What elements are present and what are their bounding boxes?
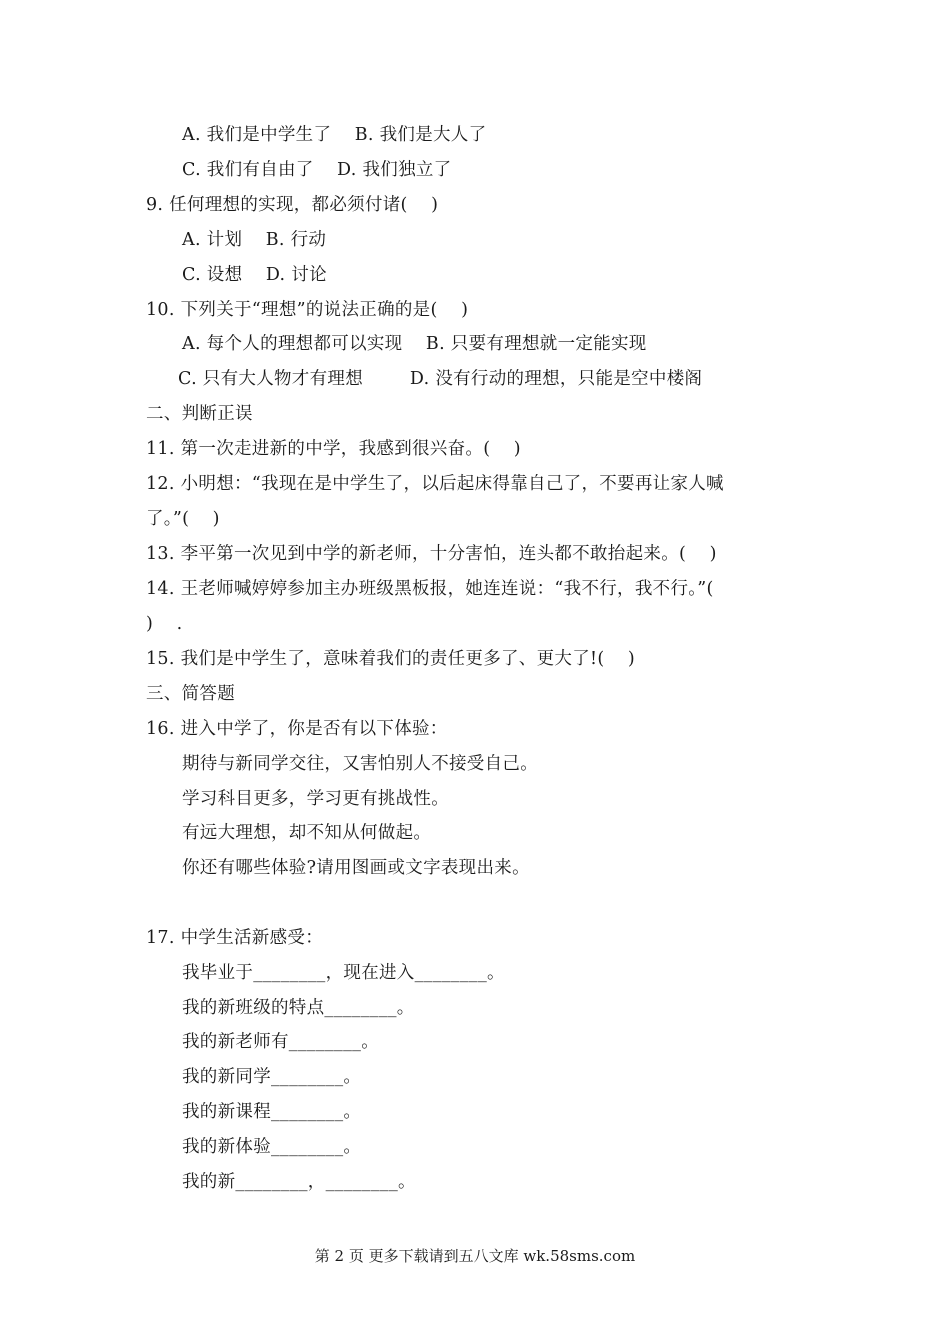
section3-heading: 三、简答题 (146, 684, 235, 704)
q9-stem: 9. 任何理想的实现，都必须付诸( ) (146, 195, 439, 215)
q17-item: 我的新________，________。 (182, 1172, 416, 1192)
q17-item: 我的新同学________。 (182, 1067, 362, 1087)
q17-item: 我毕业于________，现在进入________。 (182, 963, 505, 983)
q10-options-line2: C. 只有大人物才有理想 D. 没有行动的理想，只能是空中楼阁 (178, 369, 703, 389)
page-footer: 第 2 页 更多下载请到五八文库 wk.58sms.com (314, 1247, 636, 1265)
q17-stem: 17. 中学生活新感受： (146, 928, 323, 948)
q13: 13. 李平第一次见到中学的新老师，十分害怕，连头都不敢抬起来。( ) (146, 544, 717, 564)
q17-item: 我的新班级的特点________。 (182, 998, 415, 1018)
q17-item: 我的新老师有________。 (182, 1032, 379, 1052)
q16-item: 你还有哪些体验?请用图画或文字表现出来。 (182, 858, 530, 878)
q14-line1: 14. 王老师喊婷婷参加主办班级黑板报，她连连说：“我不行，我不行。”( (146, 579, 714, 599)
q16-stem: 16. 进入中学了，你是否有以下体验： (146, 719, 448, 739)
q11: 11. 第一次走进新的中学，我感到很兴奋。( ) (146, 439, 521, 459)
q12-line1: 12. 小明想：“我现在是中学生了，以后起床得靠自己了，不要再让家人喊 (146, 474, 724, 494)
q17-item: 我的新课程________。 (182, 1102, 362, 1122)
q15: 15. 我们是中学生了，意味着我们的责任更多了、更大了!( ) (146, 649, 636, 669)
q10-options-line1: A. 每个人的理想都可以实现 B. 只要有理想就一定能实现 (182, 334, 647, 354)
q16-item: 有远大理想，却不知从何做起。 (182, 823, 432, 843)
q14-line2: ) . (146, 614, 183, 634)
section2-heading: 二、判断正误 (146, 404, 253, 424)
q10-stem: 10. 下列关于“理想”的说法正确的是( ) (146, 300, 469, 320)
q9-options-line2: C. 设想 D. 讨论 (182, 265, 327, 285)
q9-options-line1: A. 计划 B. 行动 (182, 230, 327, 250)
q16-item: 学习科目更多，学习更有挑战性。 (182, 789, 449, 809)
q12-line2: 了。”( ) (146, 509, 220, 529)
q8-options-line1: A. 我们是中学生了 B. 我们是大人了 (182, 125, 487, 145)
q8-options-line2: C. 我们有自由了 D. 我们独立了 (182, 160, 452, 180)
q16-item: 期待与新同学交往，又害怕别人不接受自己。 (182, 754, 538, 774)
q17-item: 我的新体验________。 (182, 1137, 362, 1157)
